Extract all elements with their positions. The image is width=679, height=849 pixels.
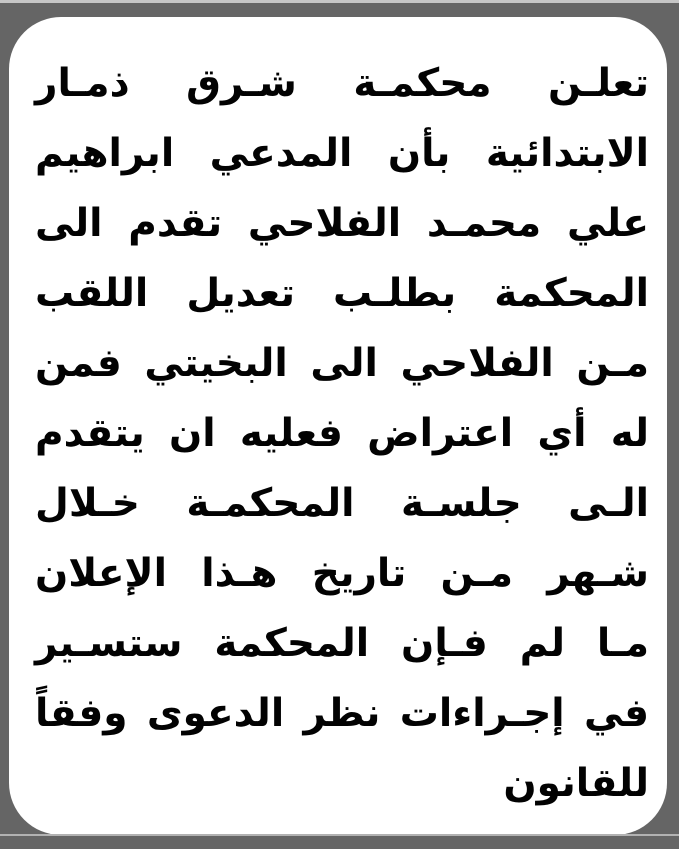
- announcement-line-7: الـى جلسـة المحكمـة خـلال: [35, 481, 649, 526]
- announcement-line-4: المحكمة بطلـب تعديل اللقب: [35, 271, 649, 316]
- announcement-text: [35, 49, 649, 819]
- announcement-line-10: في إجـراءات نظر الدعوى وفقاً: [35, 691, 649, 736]
- announcement-line-8: شـهر مـن تاريخ هـذا الإعلان: [35, 551, 649, 596]
- announcement-line-1: تعلـن محكمـة شـرق ذمـار: [35, 61, 649, 106]
- announcement-card: [9, 17, 667, 835]
- announcement-line-9: مـا لم فـإن المحكمة ستسـير: [35, 621, 649, 666]
- announcement-line-3: علي محمـد الفلاحي تقدم الى: [35, 201, 649, 246]
- announcement-line-6: له أي اعتراض فعليه ان يتقدم: [35, 411, 649, 456]
- announcement-line-11: للقانون: [503, 761, 649, 806]
- top-edge-line: [0, 0, 679, 3]
- announcement-line-5: مـن الفلاحي الى البخيتي فمن: [35, 341, 649, 386]
- announcement-line-2: الابتدائية بأن المدعي ابراهيم: [35, 131, 649, 176]
- bottom-edge-line: [0, 834, 679, 836]
